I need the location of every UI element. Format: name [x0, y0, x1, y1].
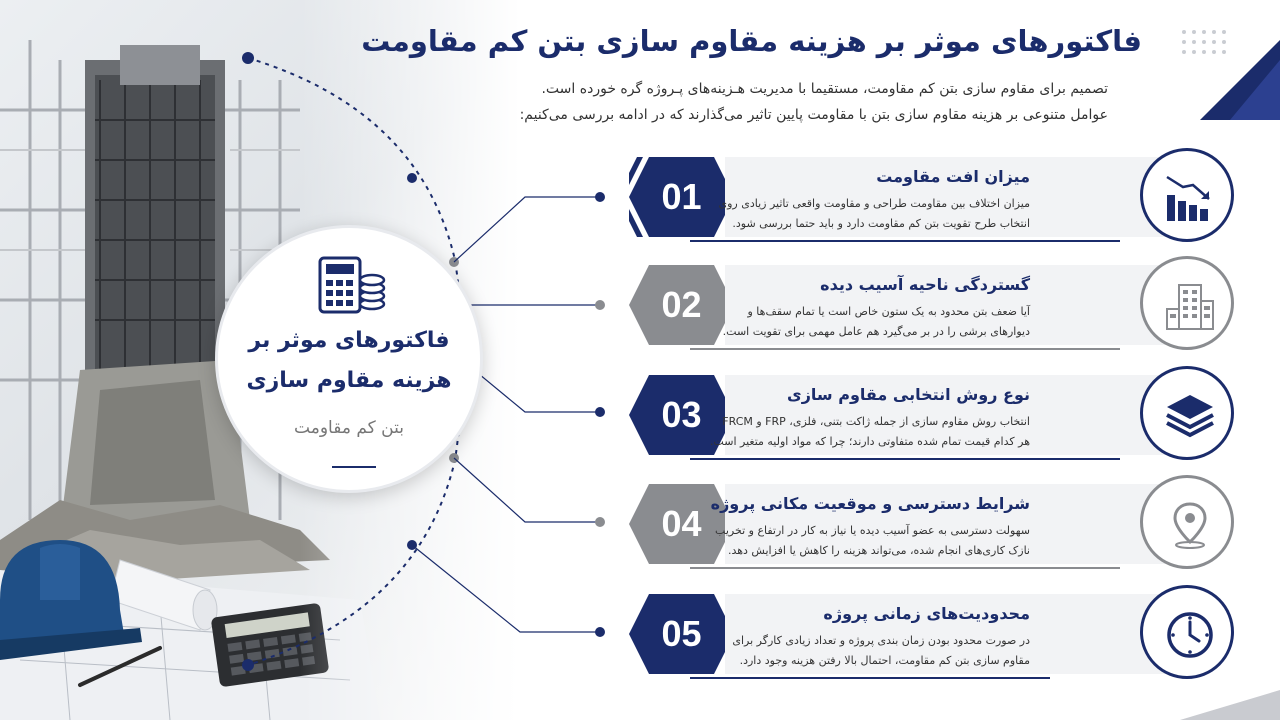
declining-chart-icon [1165, 173, 1215, 223]
factor-row-3 [615, 375, 1235, 470]
factor-icon-circle [1140, 366, 1234, 460]
factor-desc-line-2: هر کدام قیمت تمام شده متفاوتی دارند؛ چرا که مواد اولیه متغیر است. [709, 435, 1030, 448]
factor-title: محدودیت‌های زمانی پروژه [823, 604, 1030, 623]
factor-title: میزان افت مقاومت [876, 167, 1030, 186]
factor-underline [690, 348, 1120, 350]
factor-desc-line-2: انتخاب طرح تقویت بتن کم مقاومت دارد و باید حتما بررسی شود. [732, 217, 1030, 230]
factor-underline [690, 240, 1120, 242]
factor-row-1 [615, 157, 1235, 252]
factor-number: 05 [661, 613, 702, 654]
factor-row-5 [615, 594, 1235, 689]
layers-icon [1165, 391, 1215, 441]
factor-icon-circle [1140, 585, 1234, 679]
factor-desc-line-1: سهولت دسترسی به عضو آسیب دیده یا نیاز به کار در ارتفاع و تخریب [715, 524, 1030, 537]
factor-desc-line-2: نازک کاری‌های انجام شده، می‌تواند هزینه را کاهش یا افزایش دهد. [727, 544, 1030, 557]
factor-card [722, 265, 1165, 345]
factor-card [710, 484, 1165, 564]
center-title-line-1: فاکتورهای موثر بر [248, 328, 450, 353]
factor-number: 01 [661, 176, 702, 217]
center-circle [215, 225, 483, 493]
decorative-dots [1180, 28, 1240, 72]
calculator-coins-icon [318, 256, 388, 316]
factor-desc-line-1: آیا ضعف بتن محدود به یک ستون خاص است یا تمام سقف‌ها و [747, 305, 1030, 318]
factor-desc-line-1: انتخاب روش مقاوم سازی از جمله ژاکت بتنی، فلزی، FRP و FRCM [722, 415, 1030, 428]
intro-text [468, 76, 1108, 128]
page-title: فاکتورهای موثر بر هزینه مقاوم سازی بتن کم مقاومت [361, 24, 1142, 58]
center-divider [332, 466, 376, 468]
factor-icon-circle [1140, 475, 1234, 569]
center-title-line-2: هزینه مقاوم سازی [246, 368, 452, 393]
factor-desc-line-2: دیوارهای برشی را در بر می‌گیرد هم عامل مهمی برای تقویت است. [722, 325, 1030, 338]
factor-desc [700, 194, 1030, 234]
factor-number: 02 [661, 284, 702, 325]
factor-desc-line-1: در صورت محدود بودن زمان بندی پروژه و تعداد زیادی کارگر برای [732, 634, 1030, 647]
factor-title: گستردگی ناحیه آسیب دیده [820, 275, 1030, 294]
factor-desc [700, 302, 1030, 342]
factor-number: 03 [661, 394, 702, 435]
factor-row-4 [615, 484, 1235, 579]
intro-line-1: تصمیم برای مقاوم سازی بتن کم مقاومت، مستقیما با مدیریت هـزینه‌های پـروژه گره خورده است. [541, 81, 1108, 97]
center-subtitle: بتن کم مقاومت [294, 418, 404, 438]
factor-desc [700, 631, 1030, 671]
factor-underline [690, 458, 1120, 460]
factor-number: 04 [661, 503, 702, 544]
factor-underline [690, 677, 1050, 679]
factor-desc-line-2: مقاوم سازی بتن کم مقاومت، احتمال بالا رفتن هزینه وجود دارد. [739, 654, 1030, 667]
factor-icon-circle [1140, 256, 1234, 350]
factor-card [709, 375, 1165, 455]
factor-card [725, 594, 1165, 674]
location-pin-icon [1165, 500, 1215, 550]
buildings-icon [1165, 281, 1215, 331]
factor-title: شرایط دسترسی و موقعیت مکانی پروژه [710, 494, 1030, 513]
intro-line-2: عوامل متنوعی بر هزینه مقاوم سازی بتن با مقاومت پایین تاثیر می‌گذارند که در ادامه بررسی می‌کنیم: [519, 107, 1108, 123]
factor-card [718, 157, 1165, 237]
factor-underline [690, 567, 1120, 569]
factor-icon-circle [1140, 148, 1234, 242]
factor-desc [700, 521, 1030, 561]
factor-row-2 [615, 265, 1235, 360]
clock-icon [1165, 610, 1215, 660]
factor-desc-line-1: میزان اختلاف بین مقاومت طراحی و مقاومت واقعی تاثیر زیادی روی [718, 197, 1030, 210]
factor-title: نوع روش انتخابی مقاوم سازی [787, 385, 1030, 404]
factor-desc [700, 412, 1030, 452]
